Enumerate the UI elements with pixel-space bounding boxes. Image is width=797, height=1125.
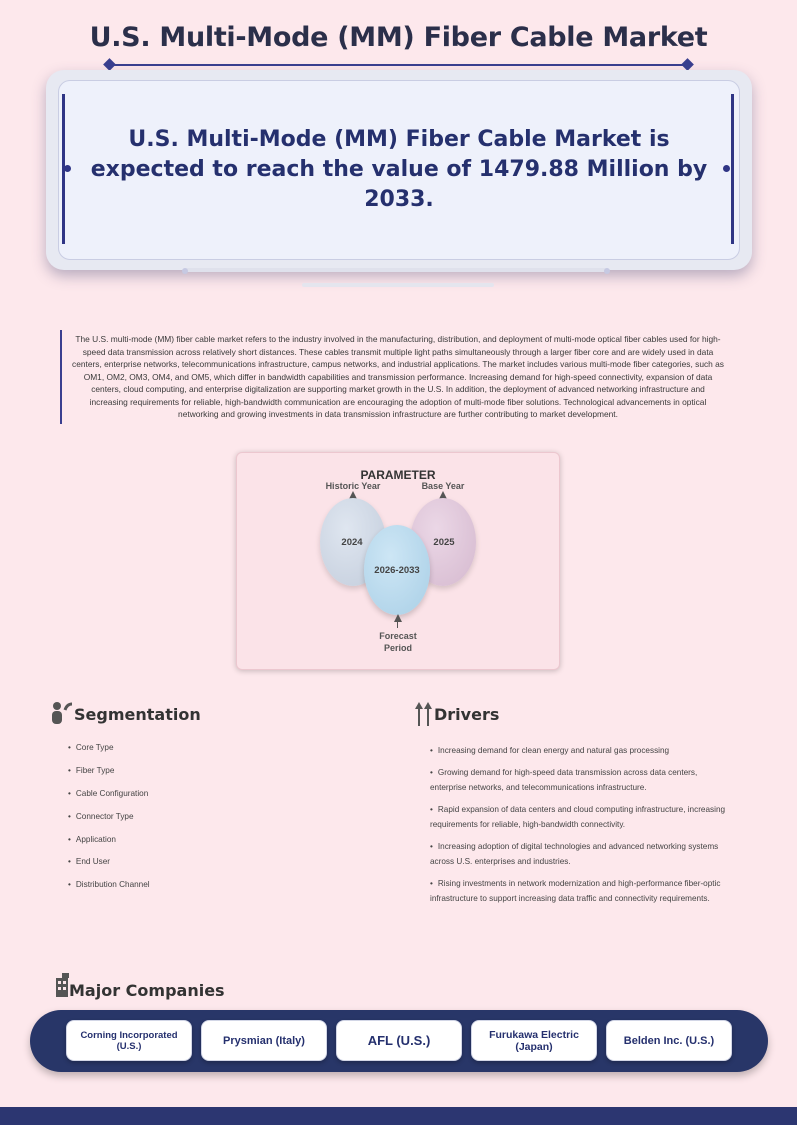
description-accent-bar [60,330,62,424]
drivers-list [430,743,730,913]
list-item: • End User [68,857,111,867]
list-item: • Core Type [68,743,114,752]
major-companies-heading: Major Companies [69,981,225,1000]
hero-accent-dot-right [723,165,730,172]
forecast-arrow-icon [394,614,402,622]
company-card: Prysmian (Italy) [201,1020,327,1061]
segmentation-heading: Segmentation [74,705,201,724]
hero-base-line-lower [302,283,494,287]
base-year-value: 2025 [433,536,455,548]
segmentation-list [68,743,368,903]
market-description: The U.S. multi-mode (MM) fiber cable market refers to the industry involved in the manufacturing, distribution, and deployment of multi-mode optical fiber cables used for high-speed data transmission across relatively short distances. These cables transmit multiple light paths simultaneously through a larger fiber core and are widely used in data centers, enterprise networks, telecommunications infrastructure, campus networks, and industrial applications. The market includes various multi-mode fiber categories, such as OM1, OM2, OM3, OM4, and OM5, which differ in bandwidth capabilities and transmission performance. Increasing demand for high-speed connectivity, expansion of data centers, cloud computing, and enterprise digitalization are supporting market growth in the U.S. In addition, the deployment of advanced networking infrastructure and increasing requirements for reliable, high-bandwidth communication are encouraging the adoption of multi-mode fiber solutions. Technological advancements in optical networking and growing investments in data transmission infrastructure are further contributing to market development. [72,334,724,419]
forecast-label-line1: Forecast [379,631,417,641]
forecast-period-label [362,630,434,654]
hero-base-line [185,268,607,272]
list-item: • Fiber Type [68,765,115,775]
footer-bar [0,1107,797,1125]
divider-diamond-left [103,58,116,71]
parameter-title: PARAMETER [360,468,436,482]
forecast-arrow-stem [397,620,398,628]
hero-base-dot-left [182,268,188,274]
company-card: AFL (U.S.) [336,1020,462,1061]
segmentation-icon [50,700,74,726]
drivers-heading: Drivers [434,705,500,724]
hero-statement: U.S. Multi-Mode (MM) Fiber Cable Market is expected to reach the value of 1479.88 Million by 2033. [90,127,708,212]
list-item: • Cable Configuration [68,788,149,798]
forecast-period-bubble [364,525,430,615]
hero-accent-bar-right [731,94,734,244]
list-item: • Application [68,834,116,844]
list-item: • Growing demand for high-speed data transmission across data centers, enterprise networks, and telecommunications infrastructure. [430,768,698,792]
forecast-label-line2: Period [383,643,412,653]
list-item: • Increasing adoption of digital technologies and advanced networking systems across U.S. enterprises and industries. [430,842,719,866]
list-item: • Rising investments in network modernization and high-performance fiber-optic infrastructure to support increasing data traffic and connectivity requirements. [430,879,721,903]
forecast-period-value: 2026-2033 [374,564,420,576]
hero-accent-dot-left [64,165,71,172]
hero-base-dot-right [604,268,610,274]
list-item: • Increasing demand for clean energy and natural gas processing [430,746,670,755]
company-card: Furukawa Electric (Japan) [471,1020,597,1061]
title-divider [110,64,688,66]
divider-diamond-right [681,58,694,71]
list-item: • Connector Type [68,811,134,821]
historic-year-value: 2024 [341,536,363,548]
page-title: U.S. Multi-Mode (MM) Fiber Cable Market [89,22,708,53]
list-item: • Rapid expansion of data centers and cloud computing infrastructure, increasing requirements for reliable, high-bandwidth connectivity. [430,805,726,829]
company-card: Corning Incorporated (U.S.) [66,1020,192,1061]
base-year-label: Base Year [421,481,465,491]
historic-year-label: Historic Year [325,481,381,491]
drivers-arrows-icon [414,700,434,728]
company-card: Belden Inc. (U.S.) [606,1020,732,1061]
hero-panel [58,80,740,260]
list-item: • Distribution Channel [68,880,150,890]
